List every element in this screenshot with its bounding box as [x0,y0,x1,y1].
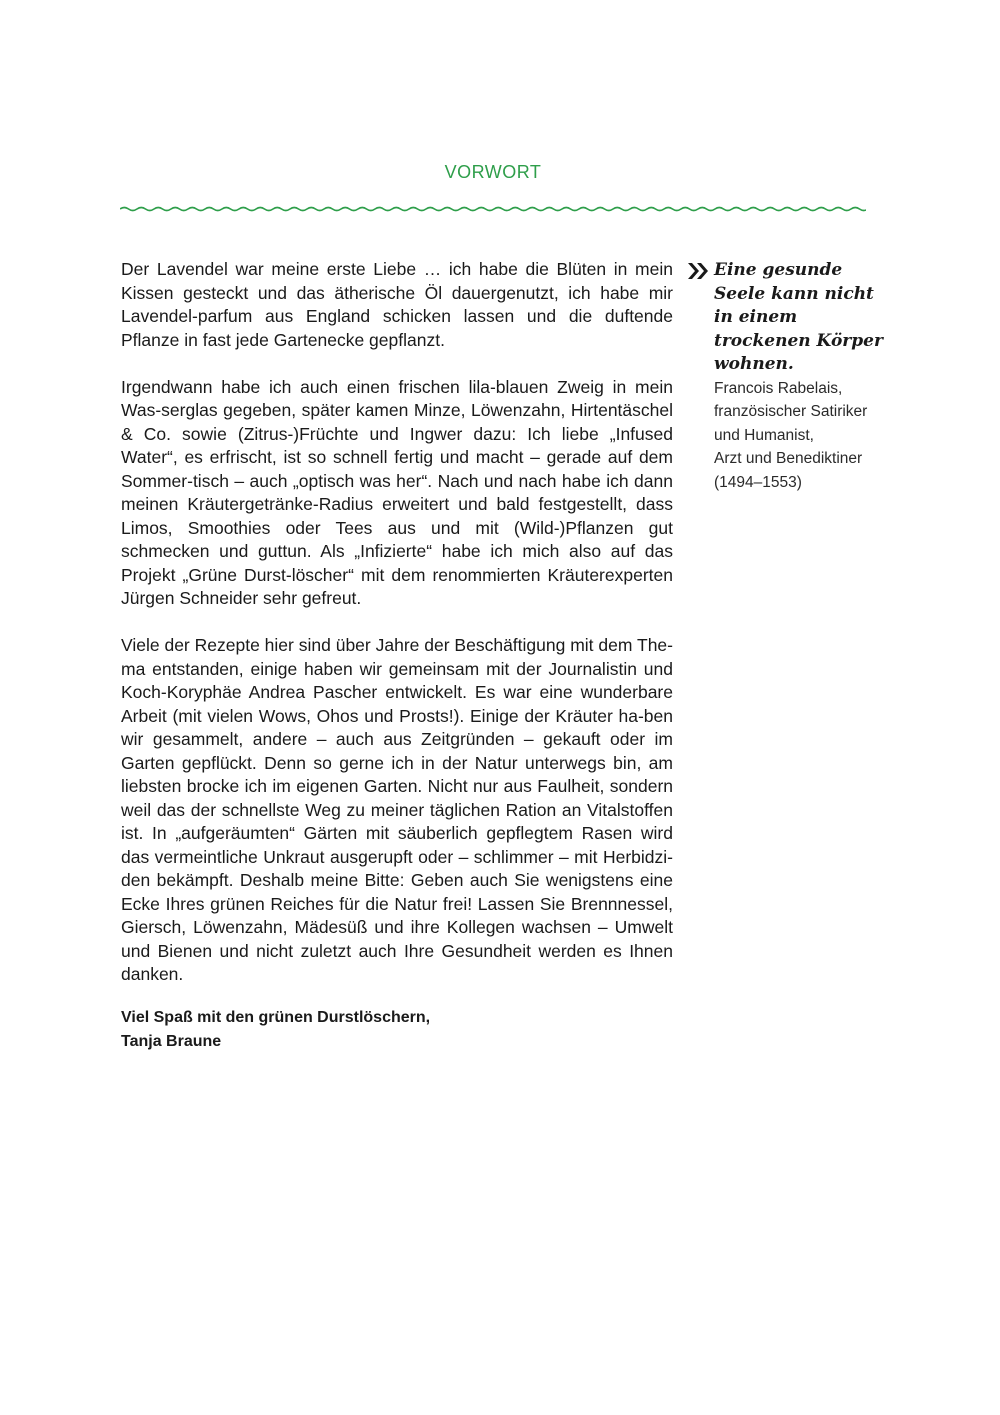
signoff-greeting: Viel Spaß mit den grünen Durstlöschern, [121,1009,431,1026]
foreword-body [121,258,673,987]
author-name: Tanja Braune [121,1032,222,1050]
paragraph: Viele der Rezepte hier sind über Jahre der Beschäftigung mit dem The-ma entstanden, einige haben wir gemeinsam mit der Journalistin und Koch-Koryphäe Andrea Pascher entwickelt. Es war eine wunderbare Arbeit (mit vielen Wows, Ohos und Prosts!). Einige der Kräuter ha-ben wir gesammelt, andere – auch aus Zeitgründen – gekauft oder im Garten gepflückt. Denn so gerne ich in der Natur unterwegs bin, am liebsten brocke ich im eigenen Garten. Nicht nur aus Faulheit, sondern weil das der schnellste Weg zu meiner täglichen Ration an Vitalstoffen ist. In „aufgeräumten“ Gärten mit säuberlich gepflegtem Rasen wird das vermeintliche Unkraut ausgerupft oder – schlimmer – mit Herbidzi-den bekämpft. Deshalb meine Bitte: Geben auch Sie wenigstens eine Ecke Ihres grünen Reiches für die Natur frei! Lassen Sie Brennnessel, Giersch, Löwenzahn, Mädesüß und ihre Kollegen wachsen – Umwelt und Bienen und nicht zuletzt auch Ihre Gesundheit werden es Ihnen danken. [121,635,673,984]
paragraph: Irgendwann habe ich auch einen frischen lila-blauen Zweig in mein Was-serglas gegeben, später kamen Minze, Löwenzahn, Hirtentäschel & Co. sowie (Zitrus-)Früchte und Ingwer dazu: Ich liebe „Infused Water“, es erfrischt, ist so schnell fertig und macht – gerade auf dem Sommer-tisch – auch „optisch was her“. Nach und nach habe ich dann meinen Kräutergetränke-Radius erweitert und bald festgestellt, dass Limos, Smoothies oder Tees aus und mit (Wild-)Pflanzen gut schmecken und guttun. Als „Infizierte“ habe ich mich also auf das Projekt „Grüne Durst-löscher“ mit dem renommierten Kräuterexperten Jürgen Schneider sehr gefreut. [121,376,673,608]
signoff [121,1006,673,1053]
attribution-line: Arzt und Benediktiner [714,450,863,467]
attribution-line: und Humanist, [714,426,814,444]
double-chevron-right-icon [686,261,710,281]
quote-attribution [714,377,886,495]
paragraph: Der Lavendel war meine erste Liebe … ich habe die Blüten in mein Kissen gesteckt und das ätherische Öl dauergenutzt, ich habe mir Lavendel-parfum aus England schicken lassen und die duftende Pflanze in fast jede Gartenecke gepflanzt. [121,259,673,350]
attribution-line: französischer Satiriker [714,403,868,420]
attribution-line: (1494–1553) [714,473,802,491]
attribution-line: Francois Rabelais, [714,379,843,397]
page-title: VORWORT [444,162,542,182]
quote-text: Eine gesunde Seele kann nicht in einem trockenen Körper wohnen. [714,260,883,374]
sidebar-quote [686,259,886,494]
wavy-divider [120,202,866,216]
